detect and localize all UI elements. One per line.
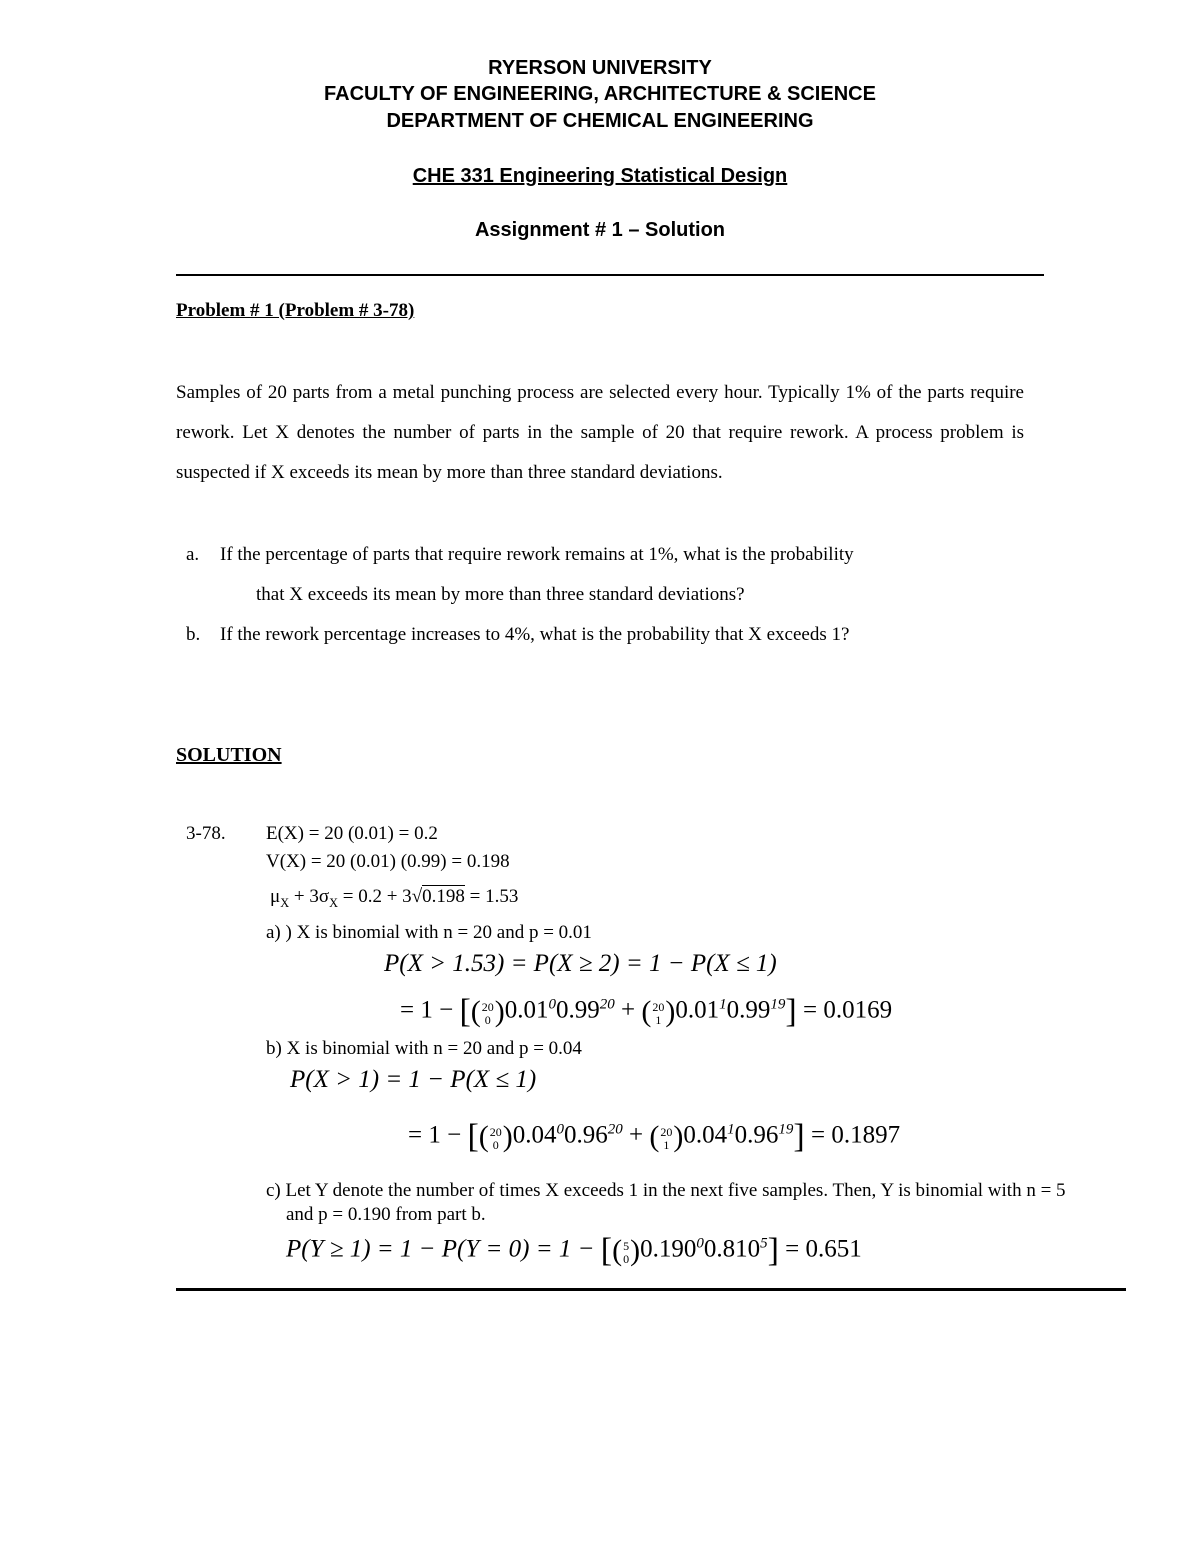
part-b-eq2-prefix: = 1 − bbox=[408, 1121, 462, 1149]
term-base-1: 0.01 bbox=[504, 996, 549, 1024]
question-a-text: If the percentage of parts that require rework remains at 1%, what is the probability bbox=[220, 544, 854, 565]
term-exponent-1: 1 bbox=[727, 1121, 735, 1138]
term-exponent-2: 19 bbox=[770, 996, 786, 1013]
binom-bottom: 1 bbox=[655, 1013, 662, 1028]
binom-top: 20 bbox=[660, 1125, 673, 1140]
binom-bottom: 0 bbox=[623, 1252, 630, 1267]
mu-symbol: μ bbox=[270, 886, 281, 907]
course-title bbox=[0, 163, 1200, 189]
binomial-coefficient: (5 0) bbox=[612, 1233, 641, 1267]
part-c-eq-prefix: P(Y ≥ 1) = 1 − P(Y = 0) = 1 − bbox=[286, 1235, 595, 1263]
plus-sign: + bbox=[621, 996, 636, 1024]
part-c-label-line-1: c) Let Y denote the number of times X exceeds 1 in the next five samples. Then, Y is binomial with n = 5 bbox=[266, 1180, 1066, 1201]
bracket-open-icon: [ bbox=[459, 993, 471, 1030]
mean-result: = 1.53 bbox=[464, 886, 519, 907]
bracket-open-icon: [ bbox=[467, 1118, 479, 1155]
course-title-text: CHE 331 Engineering Statistical Design bbox=[412, 165, 788, 187]
term-exponent-2: 20 bbox=[607, 1121, 623, 1138]
mean-plus-3sd bbox=[270, 886, 518, 911]
part-a-eq2-prefix: = 1 − bbox=[400, 996, 454, 1024]
binomial-coefficient: (20 0 ) bbox=[470, 994, 505, 1028]
part-b-result: = 0.1897 bbox=[810, 1121, 901, 1149]
footer-divider bbox=[176, 1288, 1126, 1291]
binom-top: 20 bbox=[652, 1000, 665, 1015]
variance: V(X) = 20 (0.01) (0.99) = 0.198 bbox=[266, 851, 510, 872]
binom-top: 5 bbox=[623, 1239, 630, 1254]
part-c-equation bbox=[286, 1232, 862, 1270]
bracket-close-icon: ] bbox=[785, 993, 797, 1030]
part-b-label: b) X is binomial with n = 20 and p = 0.04 bbox=[266, 1038, 582, 1059]
bracket-close-icon: ] bbox=[793, 1118, 805, 1155]
question-a-marker: a. bbox=[186, 544, 200, 565]
part-c-result: = 0.651 bbox=[785, 1235, 862, 1263]
department-name: DEPARTMENT OF CHEMICAL ENGINEERING bbox=[386, 110, 814, 132]
part-a-result: = 0.0169 bbox=[802, 996, 893, 1024]
bracket-close-icon: ] bbox=[767, 1232, 779, 1269]
plus-sign: + bbox=[629, 1121, 644, 1149]
assignment-title: Assignment # 1 – Solution bbox=[474, 219, 726, 241]
question-b-text: If the rework percentage increases to 4%, what is the probability that X exceeds 1? bbox=[220, 624, 850, 645]
expected-value: E(X) = 20 (0.01) = 0.2 bbox=[266, 823, 438, 844]
binomial-coefficient: (20 0 ) bbox=[478, 1119, 513, 1153]
term-exponent-1: 0 bbox=[548, 996, 557, 1013]
university-name: RYERSON UNIVERSITY bbox=[488, 57, 712, 79]
term-base-2: 0.810 bbox=[703, 1235, 761, 1263]
binom-bottom: 1 bbox=[663, 1138, 670, 1153]
mean-sum: = 0.2 + 3 bbox=[338, 886, 412, 907]
binomial-coefficient: (20 1 ) bbox=[641, 994, 676, 1028]
term-exponent-2: 20 bbox=[599, 996, 615, 1013]
faculty-name: FACULTY OF ENGINEERING, ARCHITECTURE & SCIENCE bbox=[324, 83, 876, 105]
part-a-equation-2 bbox=[400, 993, 892, 1031]
sqrt-icon: √ bbox=[411, 886, 423, 907]
solution-heading: SOLUTION bbox=[176, 744, 282, 766]
part-a-label: a) ) X is binomial with n = 20 and p = 0.01 bbox=[266, 922, 592, 943]
binomial-coefficient: (20 1 ) bbox=[649, 1119, 684, 1153]
term-exponent-2: 5 bbox=[760, 1235, 768, 1252]
problem-statement: Samples of 20 parts from a metal punching process are selected every hour. Typically 1% of the parts require rework. Let X denotes the number of parts in the sample of 20 that require rework. A process problem is suspected if X exceeds its mean by more than three standard deviations. bbox=[176, 382, 1024, 483]
sqrt-argument: 0.198 bbox=[422, 886, 465, 907]
mu-subscript: X bbox=[280, 895, 290, 910]
problem-heading: Problem # 1 (Problem # 3-78) bbox=[176, 300, 415, 321]
sigma-subscript: X bbox=[329, 895, 338, 910]
binom-bottom: 0 bbox=[492, 1138, 499, 1153]
term-base-1: 0.04 bbox=[512, 1121, 557, 1149]
solution-number: 3-78. bbox=[186, 823, 226, 844]
bracket-open-icon: [ bbox=[600, 1232, 613, 1269]
term-base-2: 0.96 bbox=[734, 1121, 779, 1149]
term-base-2: 0.96 bbox=[564, 1121, 608, 1149]
term-exponent-1: 0 bbox=[696, 1235, 704, 1252]
question-b-marker: b. bbox=[186, 624, 201, 645]
term-base-1: 0.04 bbox=[683, 1121, 728, 1149]
part-a-equation-1: P(X > 1.53) = P(X ≥ 2) = 1 − P(X ≤ 1) bbox=[384, 950, 777, 977]
binom-bottom: 0 bbox=[484, 1013, 491, 1028]
term-base-2: 0.99 bbox=[726, 996, 771, 1024]
term-base-2: 0.99 bbox=[556, 996, 600, 1024]
binom-top: 20 bbox=[481, 1000, 494, 1015]
term-base-1: 0.190 bbox=[640, 1235, 697, 1263]
part-b-equation-2 bbox=[408, 1118, 900, 1156]
term-exponent-1: 0 bbox=[556, 1121, 565, 1138]
header-divider bbox=[176, 274, 1044, 276]
binom-top: 20 bbox=[489, 1125, 502, 1140]
term-exponent-1: 1 bbox=[719, 996, 727, 1013]
part-b-equation-1: P(X > 1) = 1 − P(X ≤ 1) bbox=[290, 1066, 537, 1093]
question-a-continuation: that X exceeds its mean by more than three standard deviations? bbox=[256, 584, 745, 605]
sigma-term: + 3σ bbox=[289, 886, 330, 907]
term-exponent-2: 19 bbox=[778, 1121, 794, 1138]
part-c-label-line-2: and p = 0.190 from part b. bbox=[286, 1204, 486, 1225]
term-base-1: 0.01 bbox=[675, 996, 720, 1024]
